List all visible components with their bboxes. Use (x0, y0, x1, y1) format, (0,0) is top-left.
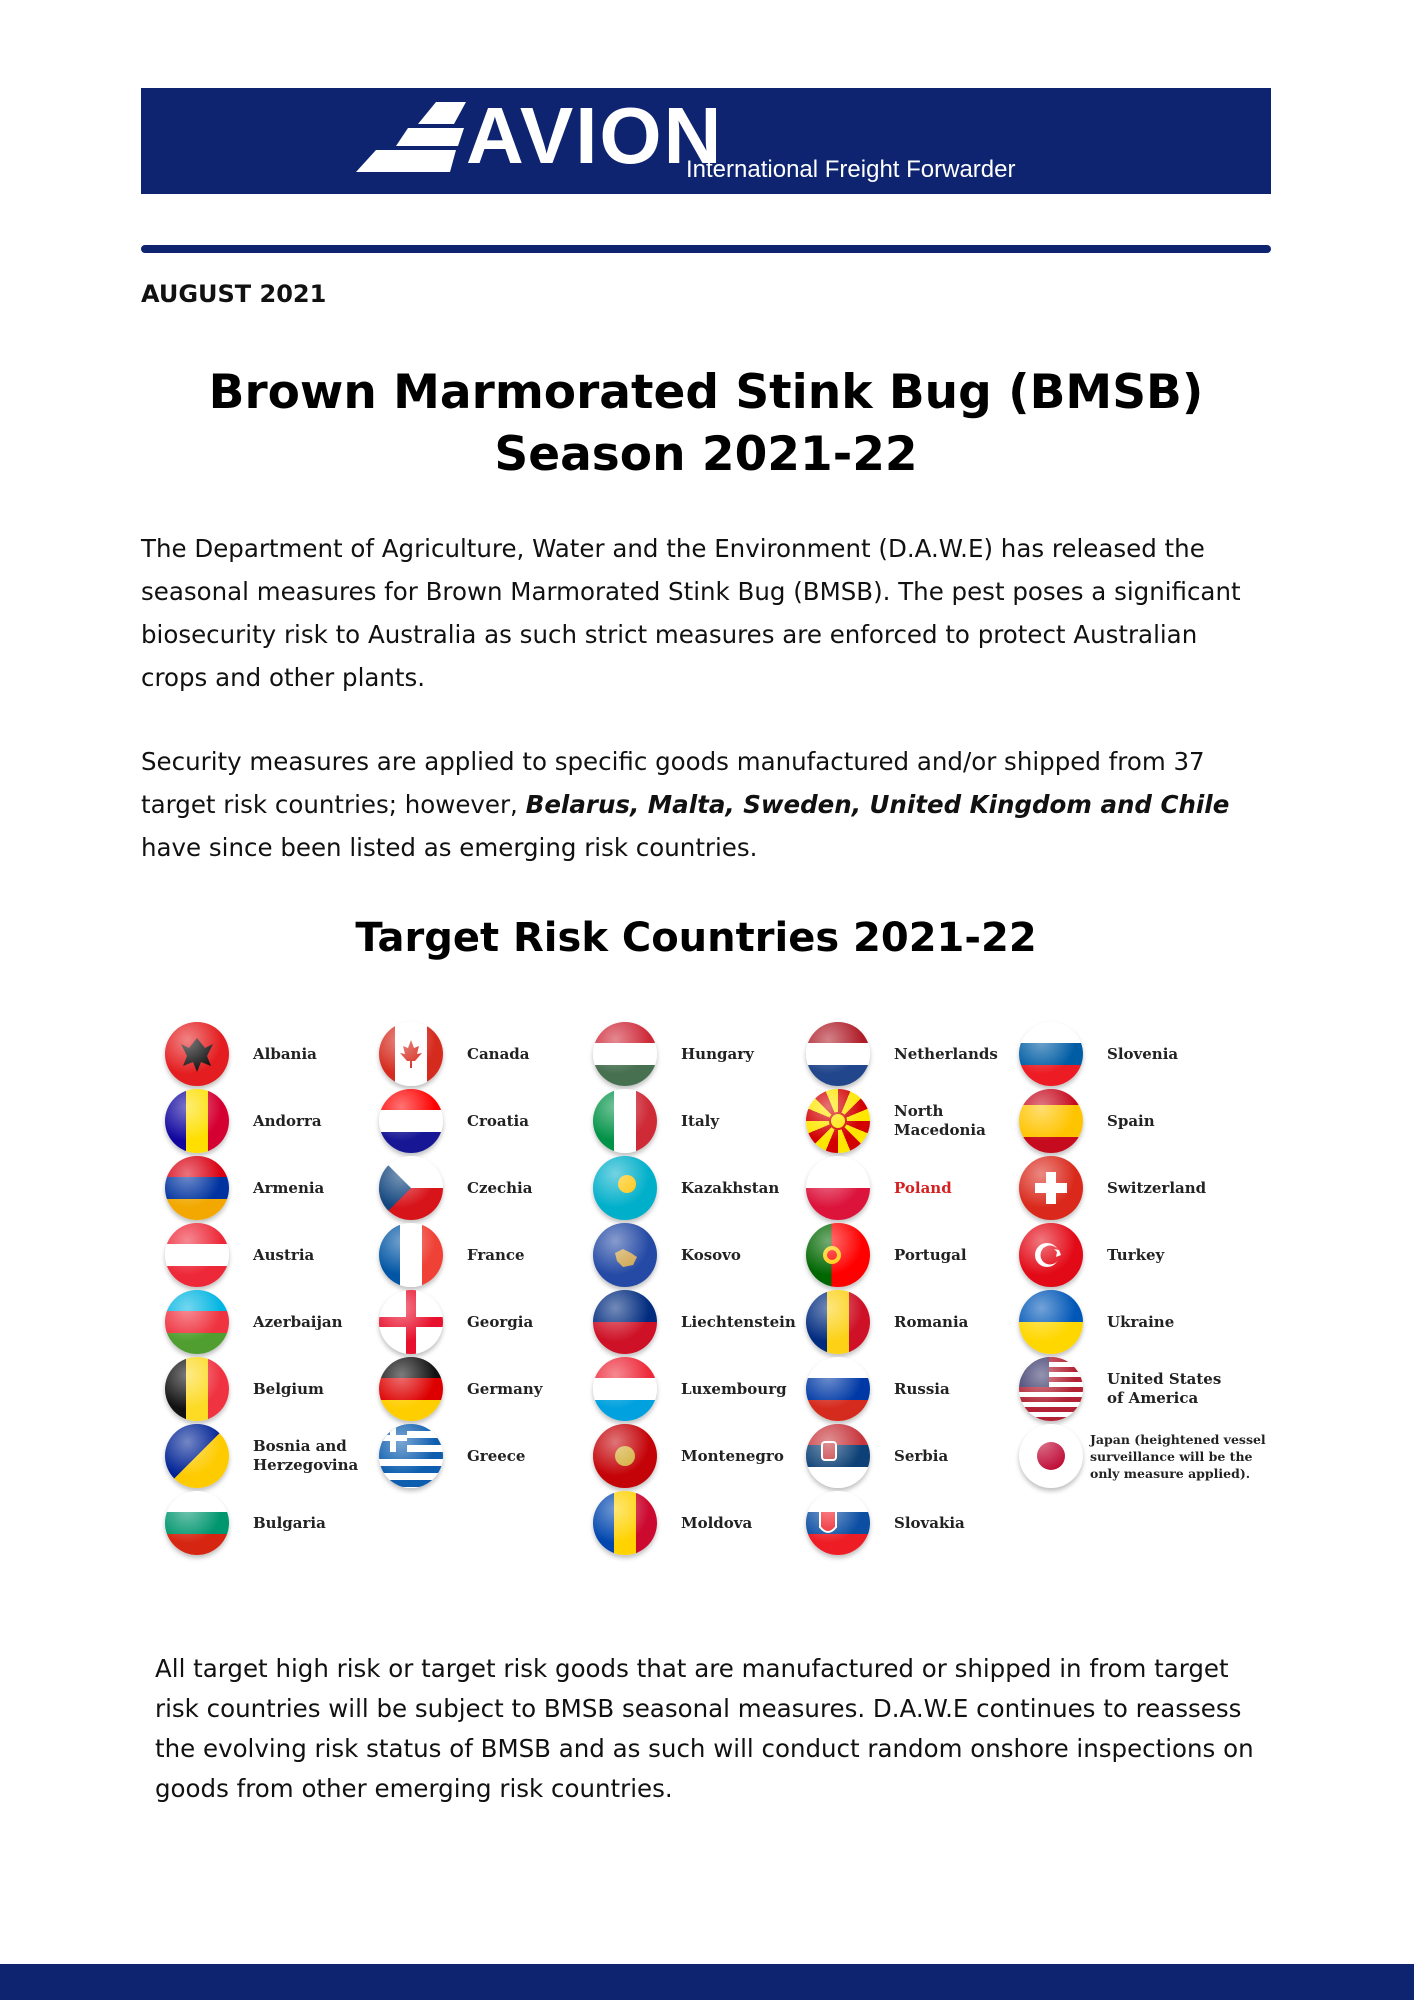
switzerland-flag-icon (1019, 1156, 1083, 1220)
country-item-slovenia (995, 1022, 1271, 1089)
country-item-liechtenstein (569, 1290, 796, 1357)
country-name: Netherlands (894, 1044, 998, 1063)
romania-flag-icon (806, 1290, 870, 1354)
country-item-moldova (569, 1491, 784, 1558)
country-item-kazakhstan (569, 1156, 784, 1223)
slovenia-flag-icon (1019, 1022, 1083, 1086)
country-item-japan (995, 1424, 1271, 1491)
montenegro-flag-icon (593, 1424, 657, 1488)
north-macedonia-flag-icon (806, 1089, 870, 1153)
country-item-poland (782, 1156, 997, 1223)
bosnia-flag-icon (165, 1424, 229, 1488)
country-item-canada (355, 1022, 570, 1089)
country-item-armenia (141, 1156, 356, 1223)
country-name: Japan (heightened vessel surveillance will be the only measure applied). (1090, 1431, 1266, 1481)
country-item-bosnia (141, 1424, 359, 1491)
country-item-italy (569, 1089, 784, 1156)
country-name: Bulgaria (253, 1513, 326, 1532)
measures-text-start: Security measures are applied to specific goods manufactured and/or shipped from 37 target risk countries; however, (141, 747, 1205, 819)
croatia-flag-icon (379, 1089, 443, 1153)
country-name: Andorra (253, 1111, 322, 1130)
country-name: Italy (681, 1111, 720, 1130)
country-name: Canada (467, 1044, 530, 1063)
country-item-france (355, 1223, 570, 1290)
country-name: Ukraine (1107, 1312, 1175, 1331)
country-column-5 (995, 1022, 1271, 1491)
slovakia-flag-icon (806, 1491, 870, 1555)
liechtenstein-flag-icon (593, 1290, 657, 1354)
country-item-albania (141, 1022, 356, 1089)
belgium-flag-icon (165, 1357, 229, 1421)
country-item-usa (995, 1357, 1271, 1424)
georgia-flag-icon (379, 1290, 443, 1354)
turkey-flag-icon (1019, 1223, 1083, 1287)
country-name: Portugal (894, 1245, 967, 1264)
country-item-turkey (995, 1223, 1271, 1290)
russia-flag-icon (806, 1357, 870, 1421)
header-divider (141, 245, 1271, 253)
country-name: Spain (1107, 1111, 1155, 1130)
country-item-bulgaria (141, 1491, 356, 1558)
spain-flag-icon (1019, 1089, 1083, 1153)
serbia-flag-icon (806, 1424, 870, 1488)
country-name: Romania (894, 1312, 969, 1331)
country-name: Georgia (467, 1312, 534, 1331)
country-item-netherlands (782, 1022, 997, 1089)
moldova-flag-icon (593, 1491, 657, 1555)
country-name: Albania (253, 1044, 317, 1063)
kosovo-flag-icon (593, 1223, 657, 1287)
country-name: Belgium (253, 1379, 324, 1398)
austria-flag-icon (165, 1223, 229, 1287)
country-column-1 (141, 1022, 359, 1558)
country-item-kosovo (569, 1223, 784, 1290)
country-item-switzerland (995, 1156, 1271, 1223)
header-banner (141, 88, 1271, 194)
bulgaria-flag-icon (165, 1491, 229, 1555)
measures-text-end: have since been listed as emerging risk countries. (141, 833, 758, 862)
country-name: Germany (467, 1379, 543, 1398)
kazakhstan-flag-icon (593, 1156, 657, 1220)
country-name: Serbia (894, 1446, 949, 1465)
country-name: Switzerland (1107, 1178, 1207, 1197)
country-item-russia (782, 1357, 997, 1424)
country-item-serbia (782, 1424, 997, 1491)
country-name: Moldova (681, 1513, 753, 1532)
portugal-flag-icon (806, 1223, 870, 1287)
measures-paragraph (141, 740, 1261, 869)
country-name: Poland (894, 1178, 952, 1197)
country-name: Armenia (253, 1178, 325, 1197)
country-item-slovakia (782, 1491, 997, 1558)
country-item-luxembourg (569, 1357, 787, 1424)
country-name: Bosnia and Herzegovina (253, 1437, 359, 1474)
czechia-flag-icon (379, 1156, 443, 1220)
country-column-4 (782, 1022, 997, 1558)
country-name: Greece (467, 1446, 526, 1465)
country-name: Montenegro (681, 1446, 784, 1465)
country-item-azerbaijan (141, 1290, 356, 1357)
country-item-north-macedonia (782, 1089, 997, 1156)
logo-wordmark: AVION (466, 91, 724, 180)
country-item-spain (995, 1089, 1271, 1156)
country-name: Austria (253, 1245, 315, 1264)
country-item-andorra (141, 1089, 356, 1156)
country-item-portugal (782, 1223, 997, 1290)
albania-flag-icon (165, 1022, 229, 1086)
country-item-croatia (355, 1089, 570, 1156)
country-name: United States of America (1107, 1370, 1222, 1407)
azerbaijan-flag-icon (165, 1290, 229, 1354)
country-name: Kosovo (681, 1245, 741, 1264)
italy-flag-icon (593, 1089, 657, 1153)
germany-flag-icon (379, 1357, 443, 1421)
country-item-ukraine (995, 1290, 1271, 1357)
country-item-greece (355, 1424, 570, 1491)
france-flag-icon (379, 1223, 443, 1287)
country-item-romania (782, 1290, 997, 1357)
avion-logo-icon (336, 94, 476, 189)
hungary-flag-icon (593, 1022, 657, 1086)
country-name: Slovenia (1107, 1044, 1179, 1063)
luxembourg-flag-icon (593, 1357, 657, 1421)
country-name: Croatia (467, 1111, 529, 1130)
country-name: Luxembourg (681, 1379, 787, 1398)
country-name: Liechtenstein (681, 1312, 796, 1331)
country-name: Slovakia (894, 1513, 965, 1532)
poland-flag-icon (806, 1156, 870, 1220)
usa-flag-icon (1019, 1357, 1083, 1421)
country-column-3 (569, 1022, 796, 1558)
logo-tagline: International Freight Forwarder (686, 156, 1016, 183)
greece-flag-icon (379, 1424, 443, 1488)
country-name: North Macedonia (894, 1102, 986, 1139)
closing-paragraph: All target high risk or target risk goods that are manufactured or shipped in from target risk countries will be subject to BMSB seasonal measures. D.A.W.E continues to reassess the evolving risk status of BMSB and as such will conduct random onshore inspections on goods from other emerging risk countries. (155, 1654, 1254, 1803)
emerging-countries-emphasis: Belarus, Malta, Sweden, United Kingdom and Chile (525, 790, 1230, 819)
country-name: Russia (894, 1379, 950, 1398)
country-item-germany (355, 1357, 570, 1424)
country-name: Azerbaijan (253, 1312, 343, 1331)
country-item-georgia (355, 1290, 570, 1357)
issue-date: AUGUST 2021 (141, 280, 327, 308)
country-item-hungary (569, 1022, 784, 1089)
page-title: Brown Marmorated Stink Bug (BMSB) Season 2021-22 (208, 365, 1204, 482)
country-name: Turkey (1107, 1245, 1165, 1264)
country-item-montenegro (569, 1424, 784, 1491)
japan-flag-icon (1019, 1424, 1083, 1488)
netherlands-flag-icon (806, 1022, 870, 1086)
country-column-2 (355, 1022, 570, 1491)
country-name: Czechia (467, 1178, 533, 1197)
armenia-flag-icon (165, 1156, 229, 1220)
country-item-czechia (355, 1156, 570, 1223)
canada-flag-icon (379, 1022, 443, 1086)
ukraine-flag-icon (1019, 1290, 1083, 1354)
country-name: Kazakhstan (681, 1178, 780, 1197)
country-item-austria (141, 1223, 356, 1290)
footer-bar (0, 1964, 1414, 2000)
countries-heading: Target Risk Countries 2021-22 (355, 915, 1037, 961)
andorra-flag-icon (165, 1089, 229, 1153)
intro-paragraph: The Department of Agriculture, Water and the Environment (D.A.W.E) has released the seasonal measures for Brown Marmorated Stink Bug (BMSB). The pest poses a significant biosecurity risk to Australia as such strict measures are enforced to protect Australian crops and other plants. (141, 534, 1241, 692)
country-item-belgium (141, 1357, 356, 1424)
country-name: France (467, 1245, 525, 1264)
country-name: Hungary (681, 1044, 754, 1063)
